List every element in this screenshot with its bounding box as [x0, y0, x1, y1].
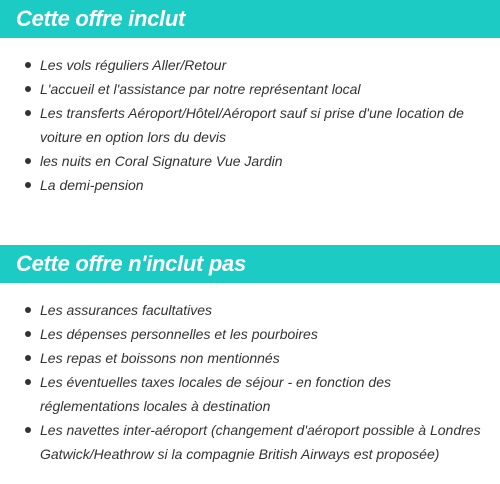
list-item: Les navettes inter-aéroport (changement d'aéroport possible à Londres Gatwick/Heathrow si la compagnie British Airways est proposée): [24, 418, 492, 466]
excluded-list: [0, 283, 500, 466]
list-item: Les éventuelles taxes locales de séjour - en fonction des réglementations locales à destination: [24, 370, 492, 418]
excluded-header: [0, 245, 500, 283]
excluded-section: [0, 245, 500, 484]
list-item: Les repas et boissons non mentionnés: [24, 346, 492, 370]
list-item: les nuits en Coral Signature Vue Jardin: [24, 149, 492, 173]
included-list: [0, 38, 500, 197]
list-item: La demi-pension: [24, 173, 492, 197]
included-header: [0, 0, 500, 38]
list-item: Les transferts Aéroport/Hôtel/Aéroport sauf si prise d'une location de voiture en option lors du devis: [24, 101, 492, 149]
list-item: Les dépenses personnelles et les pourboires: [24, 322, 492, 346]
list-item: Les assurances facultatives: [24, 298, 492, 322]
included-title: Cette offre inclut: [16, 6, 185, 31]
list-item: L'accueil et l'assistance par notre représentant local: [24, 77, 492, 101]
excluded-title: Cette offre n'inclut pas: [16, 251, 246, 276]
list-item: Les vols réguliers Aller/Retour: [24, 53, 492, 77]
